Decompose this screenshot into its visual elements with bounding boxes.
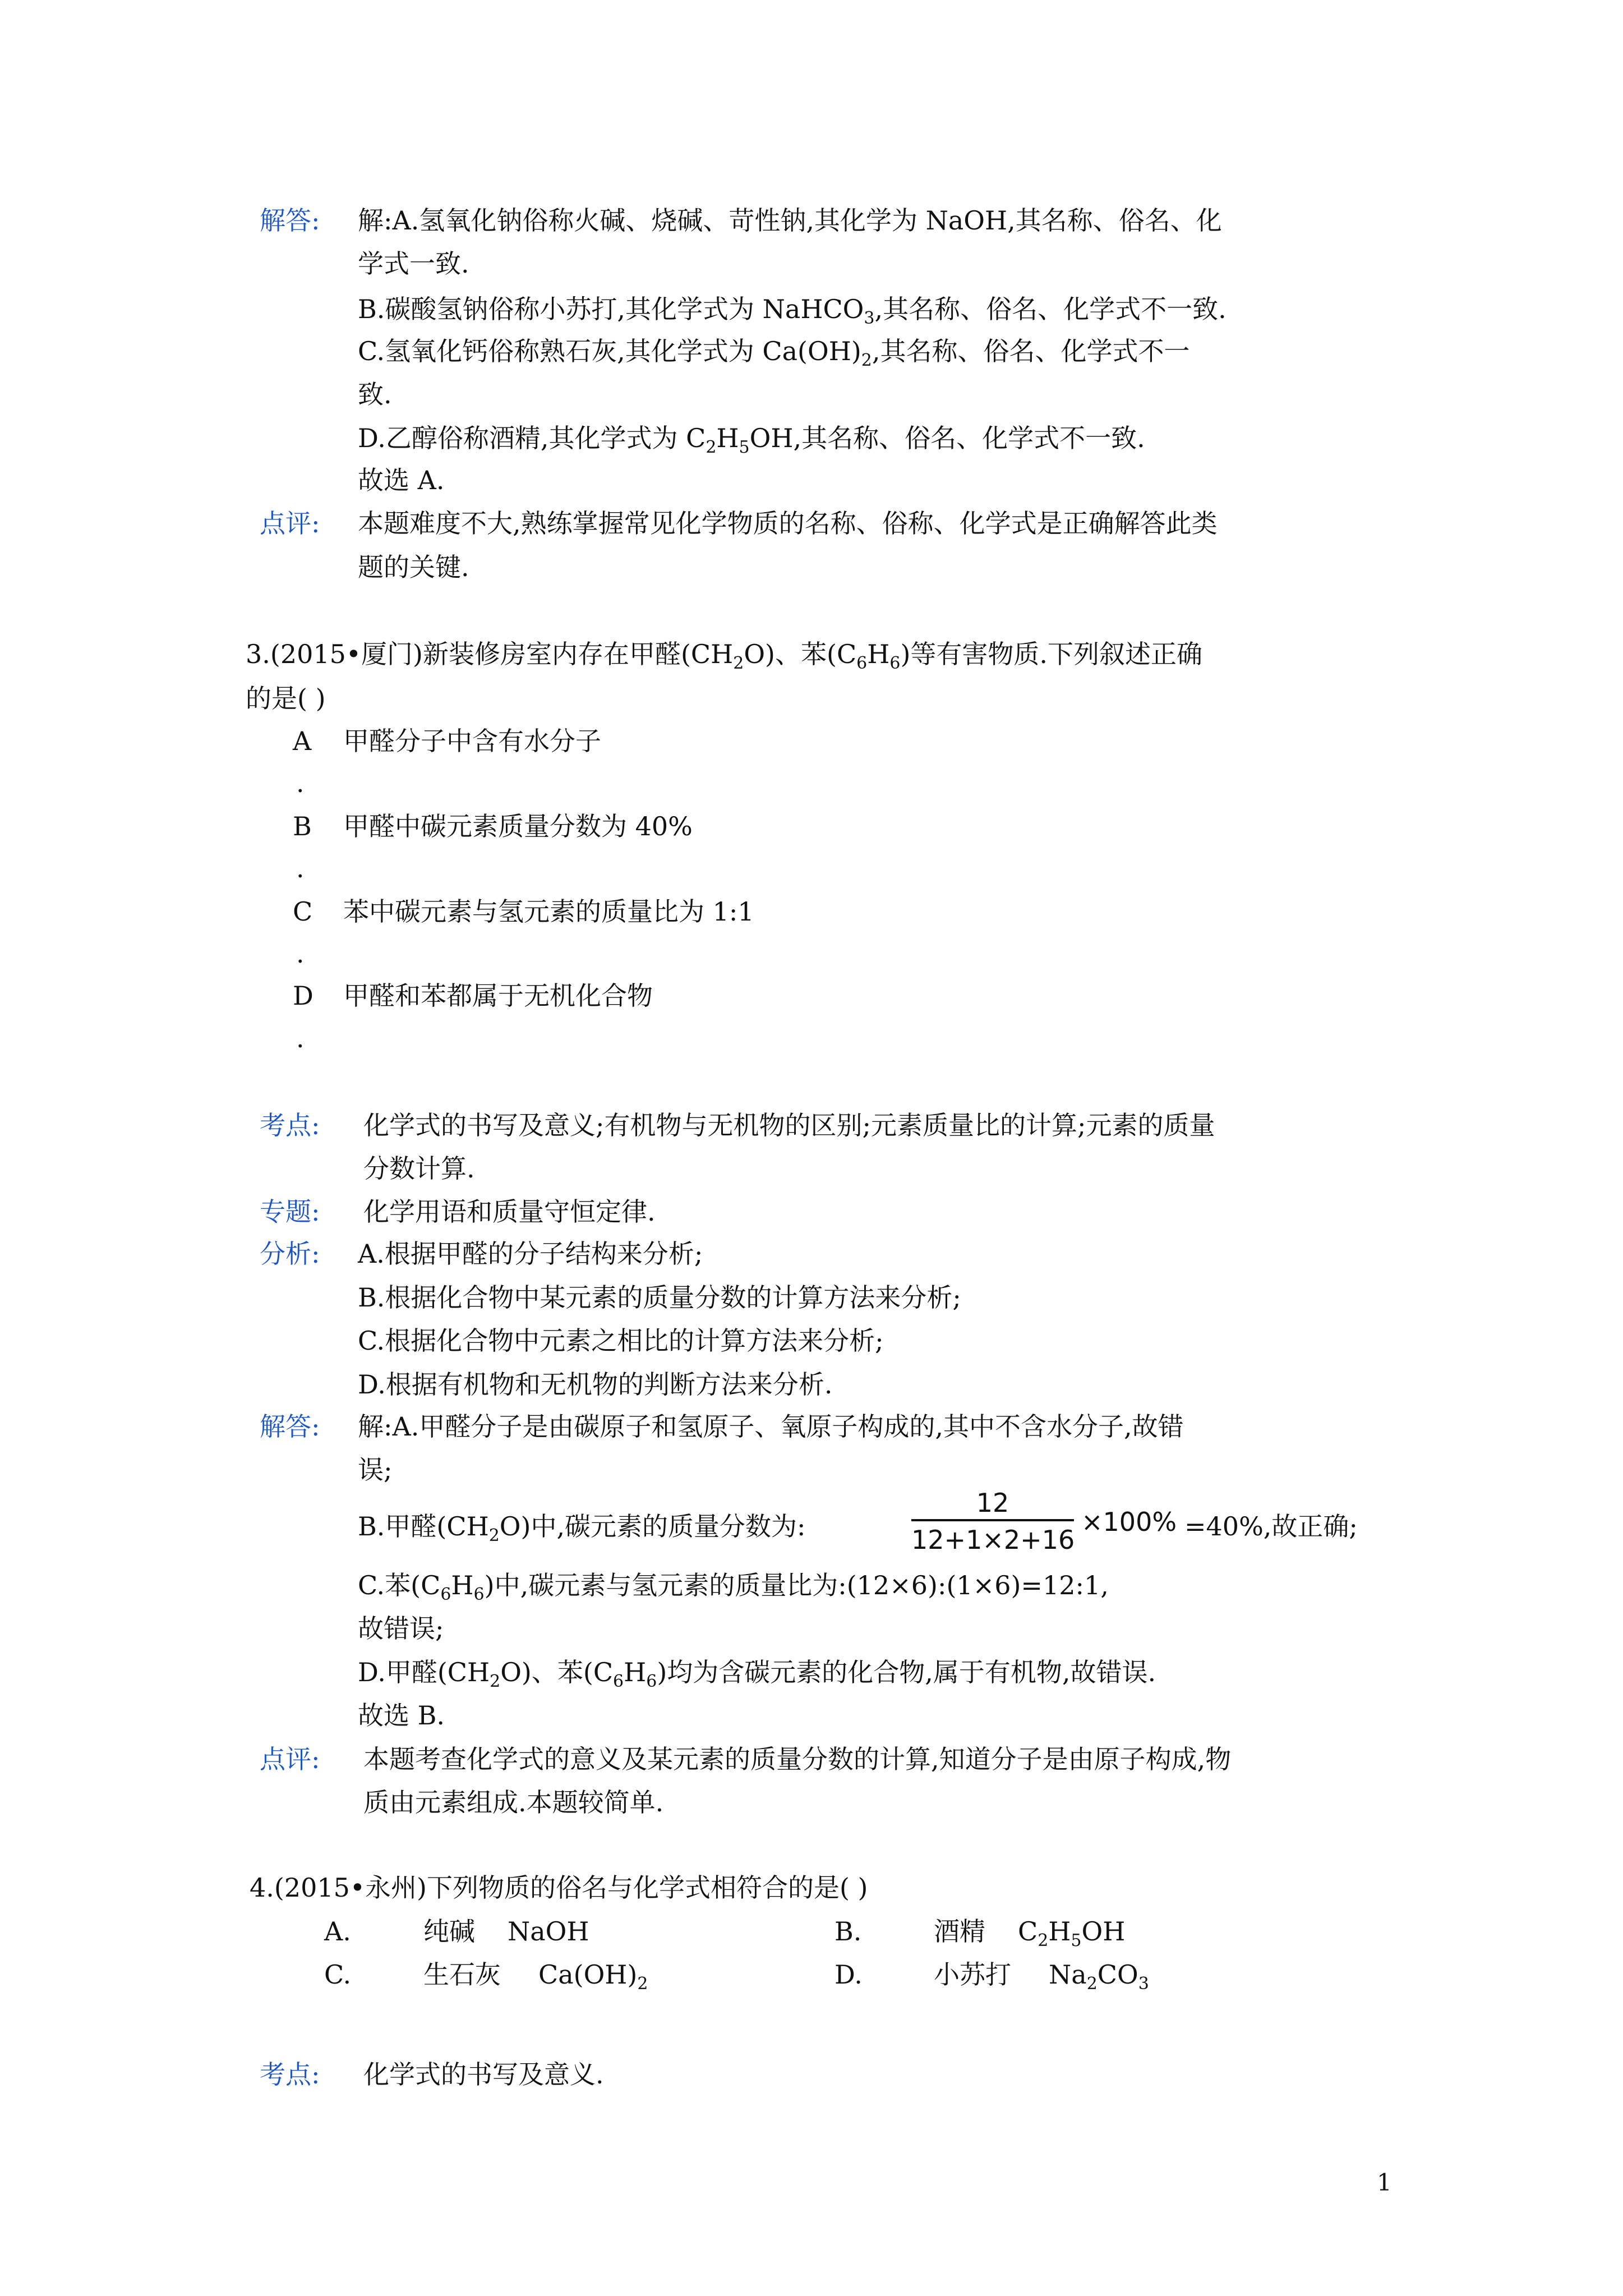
q2-answer-option-c-cont: 致. [358,379,392,409]
q3-option-a-letter: A [293,726,312,756]
q3-option-a-text: 甲醛分子中含有水分子 [343,726,601,756]
q3-answer-a-line-1: 解:A.甲醛分子是由碳原子和氢原子、氧原子构成的,其中不含水分子,故错 [358,1411,1184,1442]
q3-answer-c-cont: 故错误; [358,1613,444,1644]
q3-option-b-dot: . [296,853,305,884]
q3-option-c-letter: C [293,896,313,927]
zhuanti-label: 专题: [260,1197,320,1227]
q3-option-d-letter: D [293,981,313,1011]
q2-comment-line-1: 本题难度不大,熟练掌握常见化学物质的名称、俗称、化学式是正确解答此类 [358,508,1218,539]
q3-stem-line-1: 3.(2015•厦门)新装修房室内存在甲醛$(CH_2O)$、苯$(C_6H_6)$等有害物质.下列叙述正确 [246,639,1203,673]
q4-option-c-letter: C. [324,1959,352,1990]
q2-answer-select: 故选 A. [358,465,445,495]
page-number: 1 [1377,2169,1392,2196]
q3-stem-line-2: 的是( ) [246,683,326,714]
q3-option-d-dot: . [296,1023,305,1053]
q4-option-d-letter: D. [834,1959,863,1990]
mass-fraction-formula [911,1488,1074,1555]
comment-label-q3: 点评: [260,1744,320,1774]
q3-answer-select: 故选 B. [358,1700,445,1731]
q3-analysis-b: B.根据化合物中某元素的质量分数的计算方法来分析; [358,1282,961,1313]
fenxi-label: 分析: [260,1239,320,1269]
fraction-numerator: 12 [976,1488,1009,1518]
q2-answer-option-c: C.氢氧化钙俗称熟石灰,其化学式为 $Ca(OH)_2$,其名称、俗名、化学式不一 [358,336,1190,370]
q3-analysis-a: A.根据甲醛的分子结构来分析; [358,1239,703,1269]
q3-option-c-dot: . [296,938,305,969]
q2-answer-option-b: B.碳酸氢钠俗称小苏打,其化学式为 NaHCO$_3$,其名称、俗名、化学式不一致. [358,294,1227,328]
q3-answer-c: C.苯$(C_6H_6)$中,碳元素与氢元素的质量比为:(12×6):(1×6)=12:1, [358,1570,1109,1604]
q3-answer-b: B.甲醛$(CH_2O)$中,碳元素的质量分数为: [358,1511,806,1545]
q3-zhuanti: 化学用语和质量守恒定律. [363,1197,656,1227]
fraction-times-percent: ×100% [1081,1507,1177,1537]
q3-analysis-d: D.根据有机物和无机物的判断方法来分析. [358,1369,833,1400]
kaodian-label: 考点: [260,1110,320,1140]
q4-option-b-formula: $C_2H_5OH$ [1018,1916,1126,1950]
q4-kaodian: 化学式的书写及意义. [363,2059,604,2090]
q4-option-a-name: 纯碱 [423,1916,475,1947]
q4-option-c-name: 生石灰 [423,1959,501,1990]
q3-answer-a-line-2: 误; [358,1455,393,1485]
comment-label: 点评: [260,508,320,539]
q3-option-b-text: 甲醛中碳元素质量分数为 40% [343,811,693,841]
q4-option-b-letter: B. [834,1916,862,1947]
q4-option-d-formula: $Na_2CO_3$ [1049,1959,1149,1994]
q2-answer-line-1: 解:A.氢氧化钠俗称火碱、烧碱、苛性钠,其化学为 NaOH,其名称、俗名、化 [358,205,1222,236]
q4-option-a-letter: A. [324,1916,351,1947]
answer-label: 解答: [260,205,320,236]
q4-option-d-name: 小苏打 [934,1959,1011,1990]
q3-answer-d: D.甲醛$(CH_2O)$、苯$(C_6H_6)$均为含碳元素的化合物,属于有机物,故错误. [358,1657,1156,1691]
q2-comment-line-2: 题的关键. [358,552,469,582]
q4-stem: 4.(2015•永州)下列物质的俗名与化学式相符合的是( ) [250,1872,868,1903]
kaodian-label-q4: 考点: [260,2059,320,2090]
q3-option-b-letter: B [293,811,312,841]
q3-comment-line-1: 本题考查化学式的意义及某元素的质量分数的计算,知道分子是由原子构成,物 [363,1744,1232,1774]
q3-comment-line-2: 质由元素组成.本题较简单. [363,1787,664,1818]
answer-label-q3: 解答: [260,1411,320,1442]
q3-answer-b-result: =40%,故正确; [1184,1511,1358,1542]
q4-option-b-name: 酒精 [934,1916,985,1947]
fraction-bar [911,1519,1074,1521]
q4-option-a-formula: NaOH [508,1916,589,1947]
fraction-denominator: 12+1×2+16 [911,1525,1075,1555]
q3-option-d-text: 甲醛和苯都属于无机化合物 [343,981,653,1011]
q3-option-c-text: 苯中碳元素与氢元素的质量比为 1:1 [343,896,754,927]
q2-answer-line-2: 学式一致. [358,249,469,279]
q3-option-a-dot: . [296,768,305,798]
q4-option-c-formula: $Ca(OH)_2$ [538,1959,648,1994]
q2-answer-option-d: D.乙醇俗称酒精,其化学式为 $C_2H_5OH$,其名称、俗名、化学式不一致. [358,423,1145,457]
q3-kaodian-line-1: 化学式的书写及意义;有机物与无机物的区别;元素质量比的计算;元素的质量 [363,1110,1215,1140]
q3-kaodian-line-2: 分数计算. [363,1153,475,1184]
q3-analysis-c: C.根据化合物中元素之相比的计算方法来分析; [358,1326,884,1356]
